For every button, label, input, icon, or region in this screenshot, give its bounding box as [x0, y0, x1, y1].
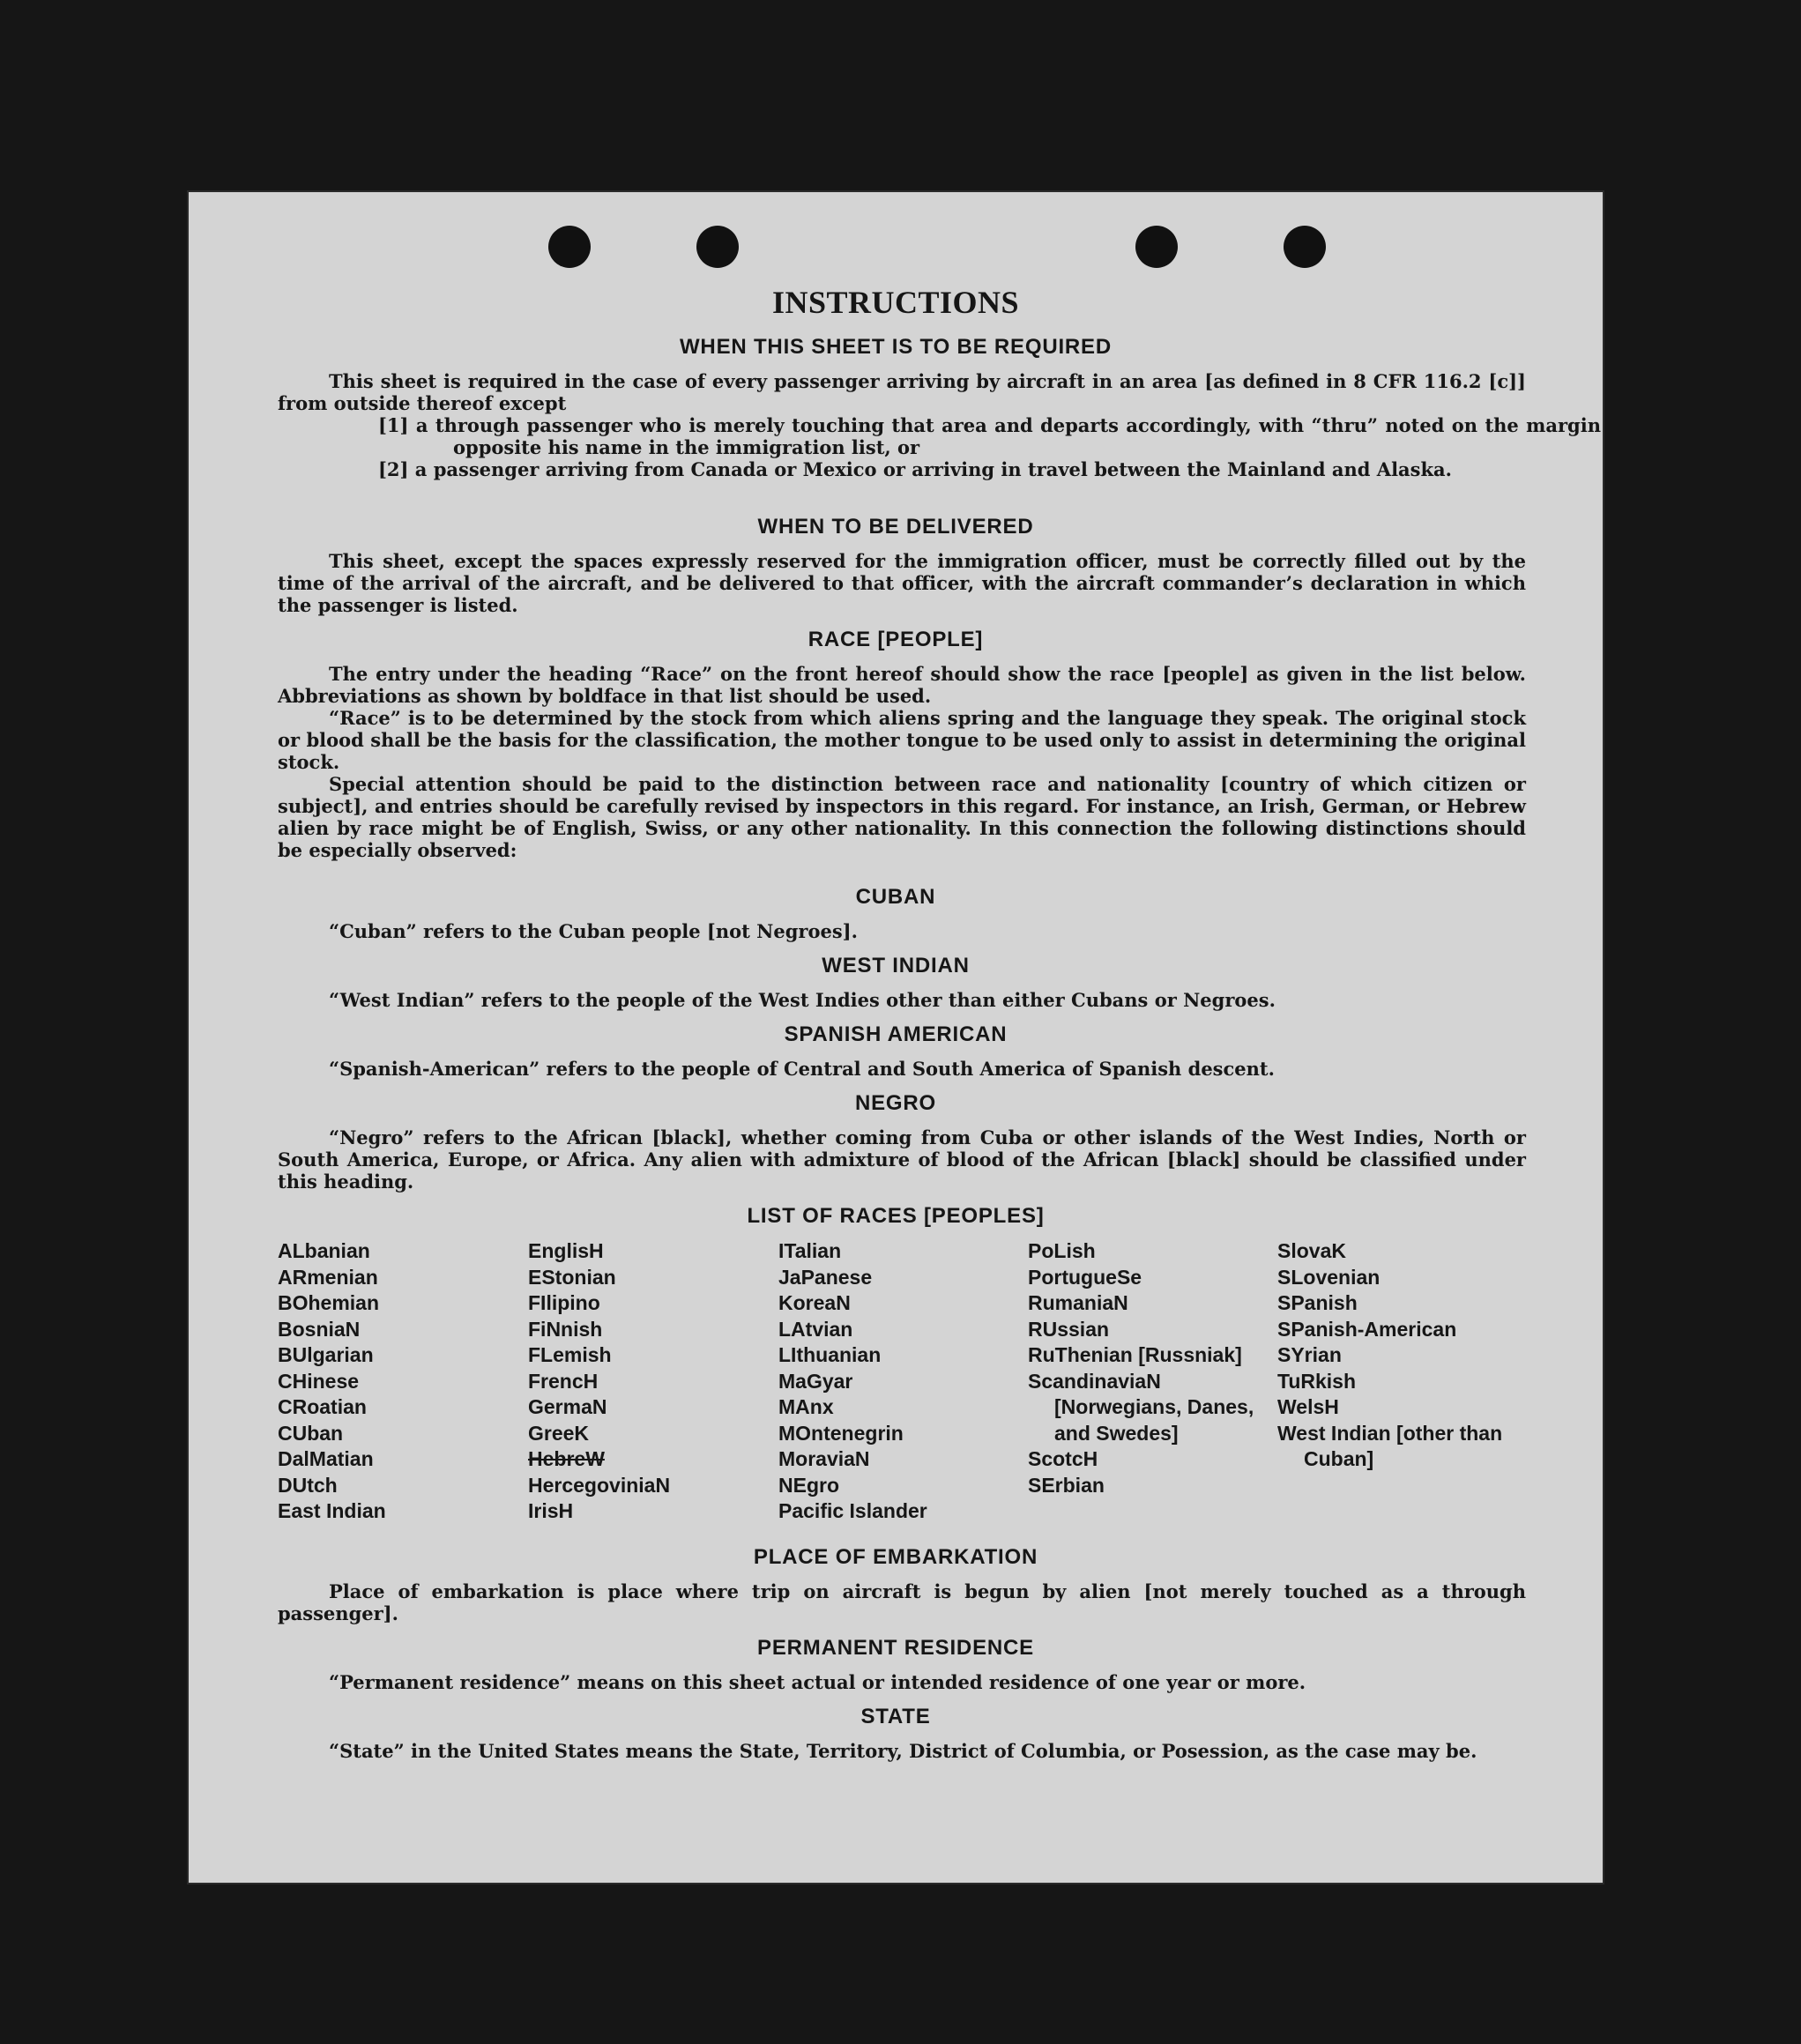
race-entry: CHinese [278, 1369, 360, 1393]
embarkation-heading: PLACE OF EMBARKATION [753, 1545, 1038, 1569]
race-entry: MAnx [778, 1395, 834, 1418]
race-entry: FiNnish [528, 1317, 603, 1341]
race-entry: CRoatian [278, 1395, 367, 1418]
race-entry: East Indian [278, 1499, 386, 1522]
race-paragraph-2: “Race” is to be determined by the stock from which aliens spring and the language they speak. The original stock or blood shall be the basis for the classification, the mother tongue to be used only to assist in determining the original stock. [278, 707, 1526, 773]
when-required-heading: WHEN THIS SHEET IS TO BE REQUIRED [679, 335, 1112, 359]
race-entry: ScotcH [1028, 1447, 1098, 1470]
state-heading: STATE [860, 1705, 931, 1728]
exception-item-2: [2] a passenger arriving from Canada or Mexico or arriving in travel between the Mainland and Alaska. [378, 458, 1452, 480]
when-delivered-text: This sheet, except the spaces expressly reserved for the immigration officer, must be correctly filled out by the time of the arrival of the aircraft, and be delivered to that officer, with the aircraft commander’s declaration in which the passenger is listed. [278, 550, 1526, 616]
race-entry: RuThenian [Russniak] [1028, 1343, 1242, 1366]
west-indian-text: “West Indian” refers to the people of the West Indies other than either Cubans or Negroes. [329, 989, 1276, 1011]
race-paragraph-1: The entry under the heading “Race” on the front hereof should show the race [people] as given in the list below. Abbreviations as shown by boldface in that list should be used. [278, 663, 1526, 707]
race-heading: RACE [PEOPLE] [807, 628, 984, 651]
race-entry: MaGyar [778, 1369, 853, 1393]
race-entry: CUban [278, 1421, 344, 1445]
race-entry: BOhemian [278, 1291, 380, 1314]
races-column-1 [278, 1238, 516, 1525]
race-entry: FLemish [528, 1343, 612, 1366]
race-paragraph-3: Special attention should be paid to the distinction between race and nationality [country of which citizen or subject], and entries should be carefully revised by inspectors in this regard. For instance, an Irish, German, or Hebrew alien by race might be of English, Swiss, or any other nationality. In this connection the following distinctions should be especially observed: [278, 773, 1526, 861]
punch-hole [696, 226, 739, 268]
race-entry: JaPanese [778, 1265, 873, 1289]
race-entry: WelsH [1277, 1395, 1339, 1418]
race-entry: SlovaK [1277, 1239, 1346, 1262]
residence-text: “Permanent residence” means on this sheet actual or intended residence of one year or more. [329, 1671, 1306, 1693]
race-entry: KoreaN [778, 1291, 851, 1314]
race-entry: FIlipino [528, 1291, 600, 1314]
race-entry: SLovenian [1277, 1265, 1381, 1289]
races-column-4 [1028, 1238, 1264, 1498]
race-entry: RUssian [1028, 1317, 1110, 1341]
race-entry: BosniaN [278, 1317, 361, 1341]
embarkation-text: Place of embarkation is place where trip on aircraft is begun by alien [not merely touched as a through passenger]. [278, 1580, 1526, 1624]
exception-item-1: [1] a through passenger who is merely touching that area and departs accordingly, with “thru” noted on the margin opposite his name in the immigration list, or [378, 414, 1601, 458]
race-entry: MoraviaN [778, 1447, 870, 1470]
race-entry: SErbian [1028, 1473, 1105, 1497]
race-entry: Pacific Islander [778, 1499, 927, 1522]
race-entry: HercegoviniaN [528, 1473, 671, 1497]
race-entry: NEgro [778, 1473, 839, 1497]
race-entry: FrencH [528, 1369, 599, 1393]
race-entry-struck: HebreW [528, 1447, 605, 1470]
race-entry: EStonian [528, 1265, 616, 1289]
race-entry: PoLish [1028, 1239, 1096, 1262]
when-required-intro: This sheet is required in the case of every passenger arriving by aircraft in an area [as defined in 8 CFR 116.2 [c]] from outside thereof except [278, 370, 1526, 414]
race-entry: ITalian [778, 1239, 842, 1262]
race-entry: SYrian [1277, 1343, 1342, 1366]
race-entry: DUtch [278, 1473, 338, 1497]
punch-hole [1284, 226, 1326, 268]
race-entry: MOntenegrin [778, 1421, 904, 1445]
spanish-american-text: “Spanish-American” refers to the people of Central and South America of Spanish descent. [329, 1058, 1275, 1080]
punch-hole [548, 226, 591, 268]
races-column-2 [528, 1238, 766, 1525]
race-entry: SPanish-American [1277, 1317, 1457, 1341]
residence-heading: PERMANENT RESIDENCE [757, 1636, 1034, 1660]
race-entry: RumaniaN [1028, 1291, 1128, 1314]
race-entry: BUlgarian [278, 1343, 374, 1366]
negro-text: “Negro” refers to the African [black], whether coming from Cuba or other islands of the West Indies, North or South America, Europe, or Africa. Any alien with admixture of blood of the African [black] should be classified under this heading. [278, 1126, 1526, 1193]
race-entry: IrisH [528, 1499, 574, 1522]
punch-hole [1135, 226, 1178, 268]
when-delivered-heading: WHEN TO BE DELIVERED [757, 515, 1034, 539]
races-column-3 [778, 1238, 1016, 1525]
race-entry: ScandinaviaN [Norwegians, Danes, and Swedes] [1028, 1369, 1254, 1445]
negro-heading: NEGRO [854, 1091, 936, 1115]
race-entry: SPanish [1277, 1291, 1358, 1314]
race-entry: ARmenian [278, 1265, 378, 1289]
race-entry: EnglisH [528, 1239, 604, 1262]
state-text: “State” in the United States means the State, Territory, District of Columbia, or Posession, as the case may be. [329, 1740, 1477, 1762]
race-entry: GermaN [528, 1395, 607, 1418]
race-entry: LIthuanian [778, 1343, 882, 1366]
list-of-races-heading: LIST OF RACES [PEOPLES] [747, 1204, 1045, 1228]
cuban-heading: CUBAN [855, 885, 936, 909]
race-entry: GreeK [528, 1421, 590, 1445]
race-entry: West Indian [other than Cuban] [1277, 1421, 1503, 1470]
race-entry: TuRkish [1277, 1369, 1357, 1393]
cuban-text: “Cuban” refers to the Cuban people [not Negroes]. [329, 920, 858, 942]
race-entry: LAtvian [778, 1317, 853, 1341]
race-entry: ALbanian [278, 1239, 370, 1262]
race-entry: PortugueSe [1028, 1265, 1142, 1289]
race-entry: DalMatian [278, 1447, 374, 1470]
page-title: INSTRUCTIONS [771, 285, 1020, 320]
races-column-5 [1277, 1238, 1526, 1473]
document-sheet [189, 192, 1603, 1883]
west-indian-heading: WEST INDIAN [822, 954, 970, 977]
spanish-american-heading: SPANISH AMERICAN [784, 1022, 1008, 1046]
